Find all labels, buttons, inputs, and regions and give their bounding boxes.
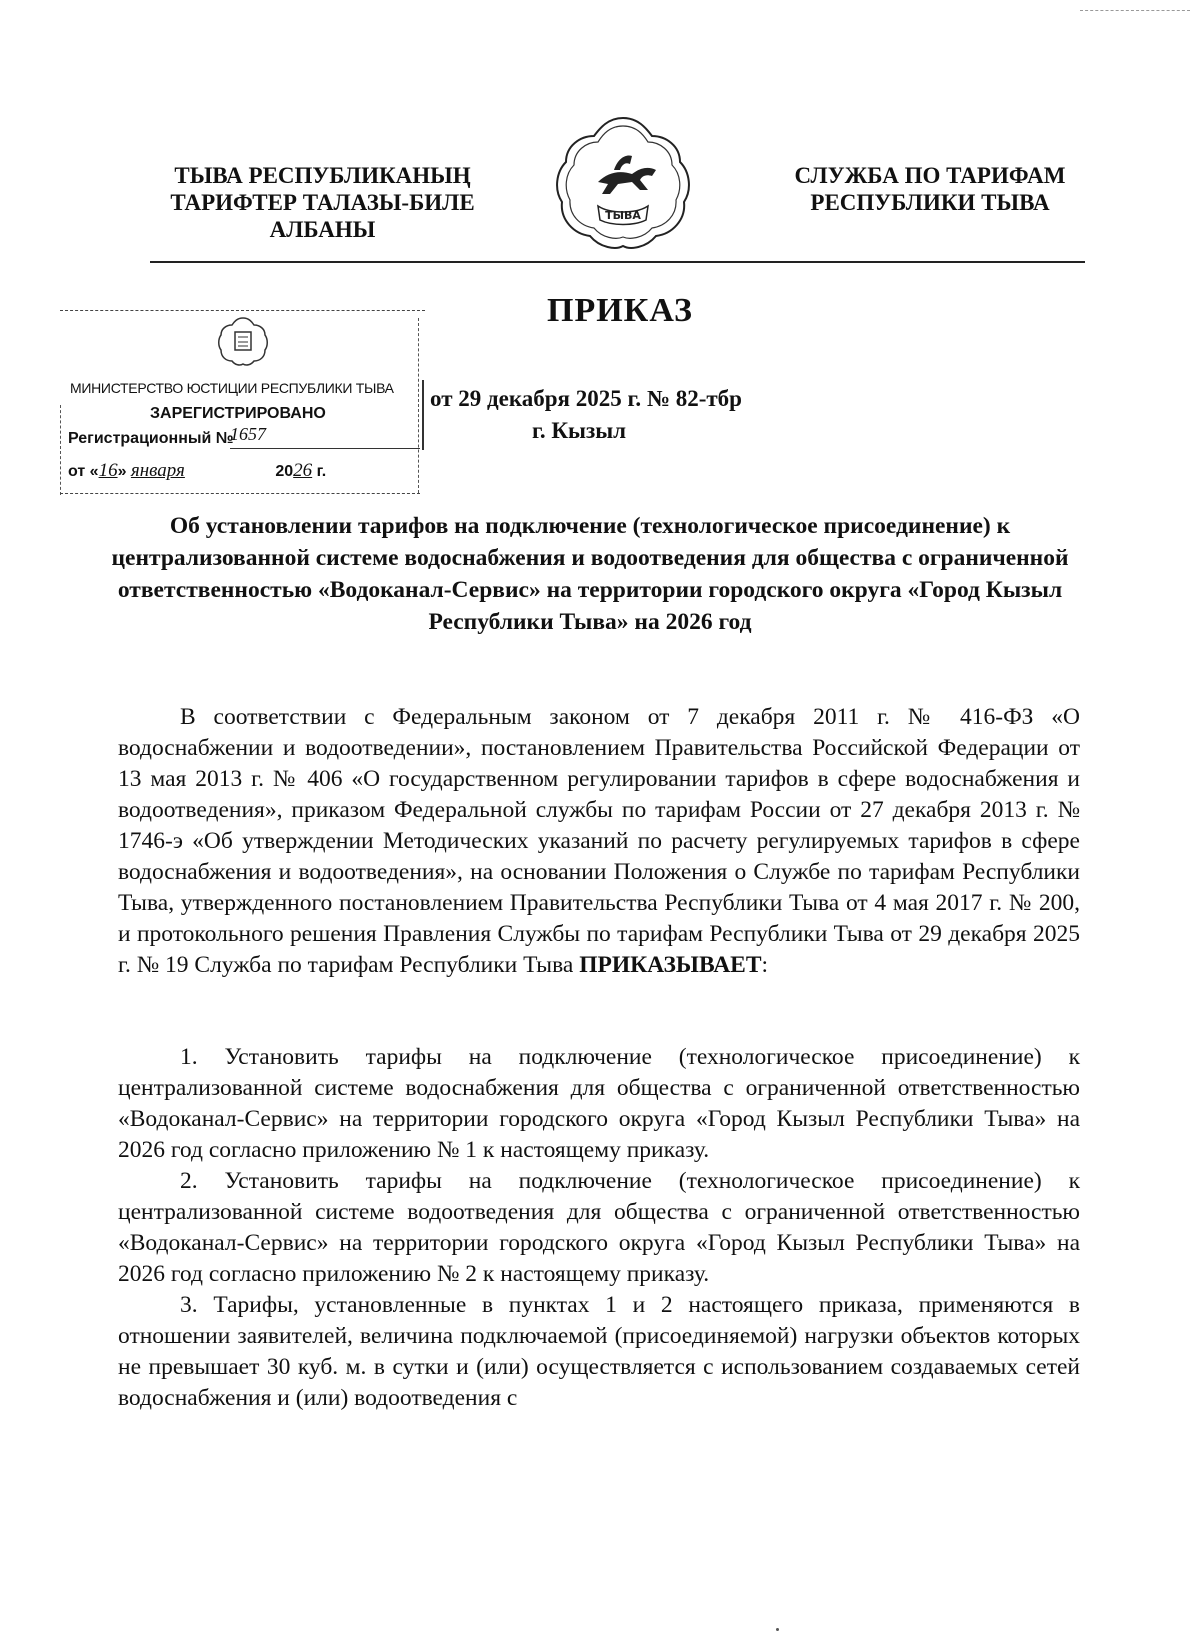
scan-mark <box>1080 10 1190 11</box>
stamp-regnum-value <box>230 424 420 449</box>
preamble <box>118 702 1080 981</box>
tuva-emblem-icon <box>548 110 698 255</box>
scan-dot <box>776 1628 779 1631</box>
order-items <box>118 1042 1080 1414</box>
header-rule <box>150 261 1085 263</box>
stamp-border <box>418 318 419 493</box>
order-item: 2. Установить тарифы на подключение (технологическое присоединение) к централизованной системе водоотведения для общества с ограниченной ответственностью «Водоканал-Сервис» на территории городского округа «Город Кызыл Республики Тыва» на 2026 год согласно приложению № 2 к настоящему приказу. <box>118 1168 1080 1287</box>
header-left-line: ТАРИФТЕР ТАЛАЗЫ-БИЛЕ <box>170 190 475 215</box>
header-left-line: ТЫВА РЕСПУБЛИКАНЫҢ <box>174 163 471 188</box>
stamp-divider <box>422 380 424 450</box>
order-date: от 29 декабря 2025 г. № 82-тбр <box>430 386 742 411</box>
header-left-authority <box>150 162 495 243</box>
preamble-tail: : <box>761 952 769 978</box>
stamp-emblem-icon <box>218 315 268 367</box>
stamp-month: января <box>130 460 185 481</box>
order-place: г. Кызыл <box>532 418 627 443</box>
preamble-bold: ПРИКАЗЫВАЕТ <box>579 952 762 978</box>
order-item: 3. Тарифы, установленные в пунктах 1 и 2 настоящего приказа, применяются в отношении заявителей, величина подключаемой (присоединяемой) нагрузки объектов которых не превышает 30 куб. м. в сутки и (или) осуществляется с использованием создаваемых сетей водоснабжения и (или) водоотведения с <box>118 1292 1080 1411</box>
stamp-day: 16 <box>98 460 118 481</box>
stamp-year-end: г. <box>316 463 327 480</box>
stamp-date-prefix: от « <box>68 463 99 480</box>
preamble-paragraph <box>118 702 1080 981</box>
stamp-border <box>60 405 61 495</box>
stamp-registered: ЗАРЕГИСТРИРОВАНО <box>150 405 326 422</box>
page-title: ПРИКАЗ <box>547 292 693 329</box>
stamp-border <box>60 493 420 494</box>
preamble-text: В соответствии с Федеральным законом от 7 декабря 2011 г. № 416-ФЗ «О водоснабжении и водоотведении», постановлением Правительства Российской Федерации от 13 мая 2013 г. № 406 «О государственном регулировании тарифов в сфере водоснабжения и водоотведения», приказом Федеральной службы по тарифам России от 27 декабря 2013 г. № 1746-э «Об утверждении Методических указаний по расчету регулируемых тарифов в сфере водоснабжения и водоотведения», на основании Положения о Службе по тарифам Республики Тыва, утвержденного постановлением Правительства Республики Тыва от 4 мая 2017 г. № 200, и протокольного решения Правления Службы по тарифам Республики Тыва от 29 декабря 2025 г. № 19 Служба по тарифам Республики Тыва <box>118 704 1080 978</box>
stamp-year-prefix: 20 <box>275 463 294 480</box>
stamp-regnum-label: Регистрационный № <box>68 430 234 447</box>
order-item: 1. Установить тарифы на подключение (технологическое присоединение) к централизованной системе водоснабжения для общества с ограниченной ответственностью «Водоканал-Сервис» на территории городского округа «Город Кызыл Республики Тыва» на 2026 год согласно приложению № 1 к настоящему приказу. <box>118 1044 1080 1163</box>
order-subject: Об установлении тарифов на подключение (технологическое присоединение) к централизованной системе водоснабжения и водоотведения для общества с ограниченной ответственностью «Водоканал-Сервис» на территории городского округа «Город Кызыл Республики Тыва» на 2026 год <box>111 513 1069 635</box>
stamp-date-mid: » <box>117 463 127 480</box>
header-right-authority <box>775 162 1085 216</box>
emblem-text: ТЫВА <box>605 209 641 222</box>
regnum-handwritten: 1657 <box>230 424 266 444</box>
header-right-line: СЛУЖБА ПО ТАРИФАМ <box>794 163 1066 188</box>
stamp-border <box>60 310 425 311</box>
header-right-line: РЕСПУБЛИКИ ТЫВА <box>810 190 1050 215</box>
registration-stamp <box>60 310 425 495</box>
header-left-line: АЛБАНЫ <box>269 217 376 242</box>
stamp-year-suffix: 26 <box>293 460 313 481</box>
stamp-ministry: МИНИСТЕРСТВО ЮСТИЦИИ РЕСПУБЛИКИ ТЫВА <box>70 380 394 396</box>
stamp-date <box>68 460 418 482</box>
